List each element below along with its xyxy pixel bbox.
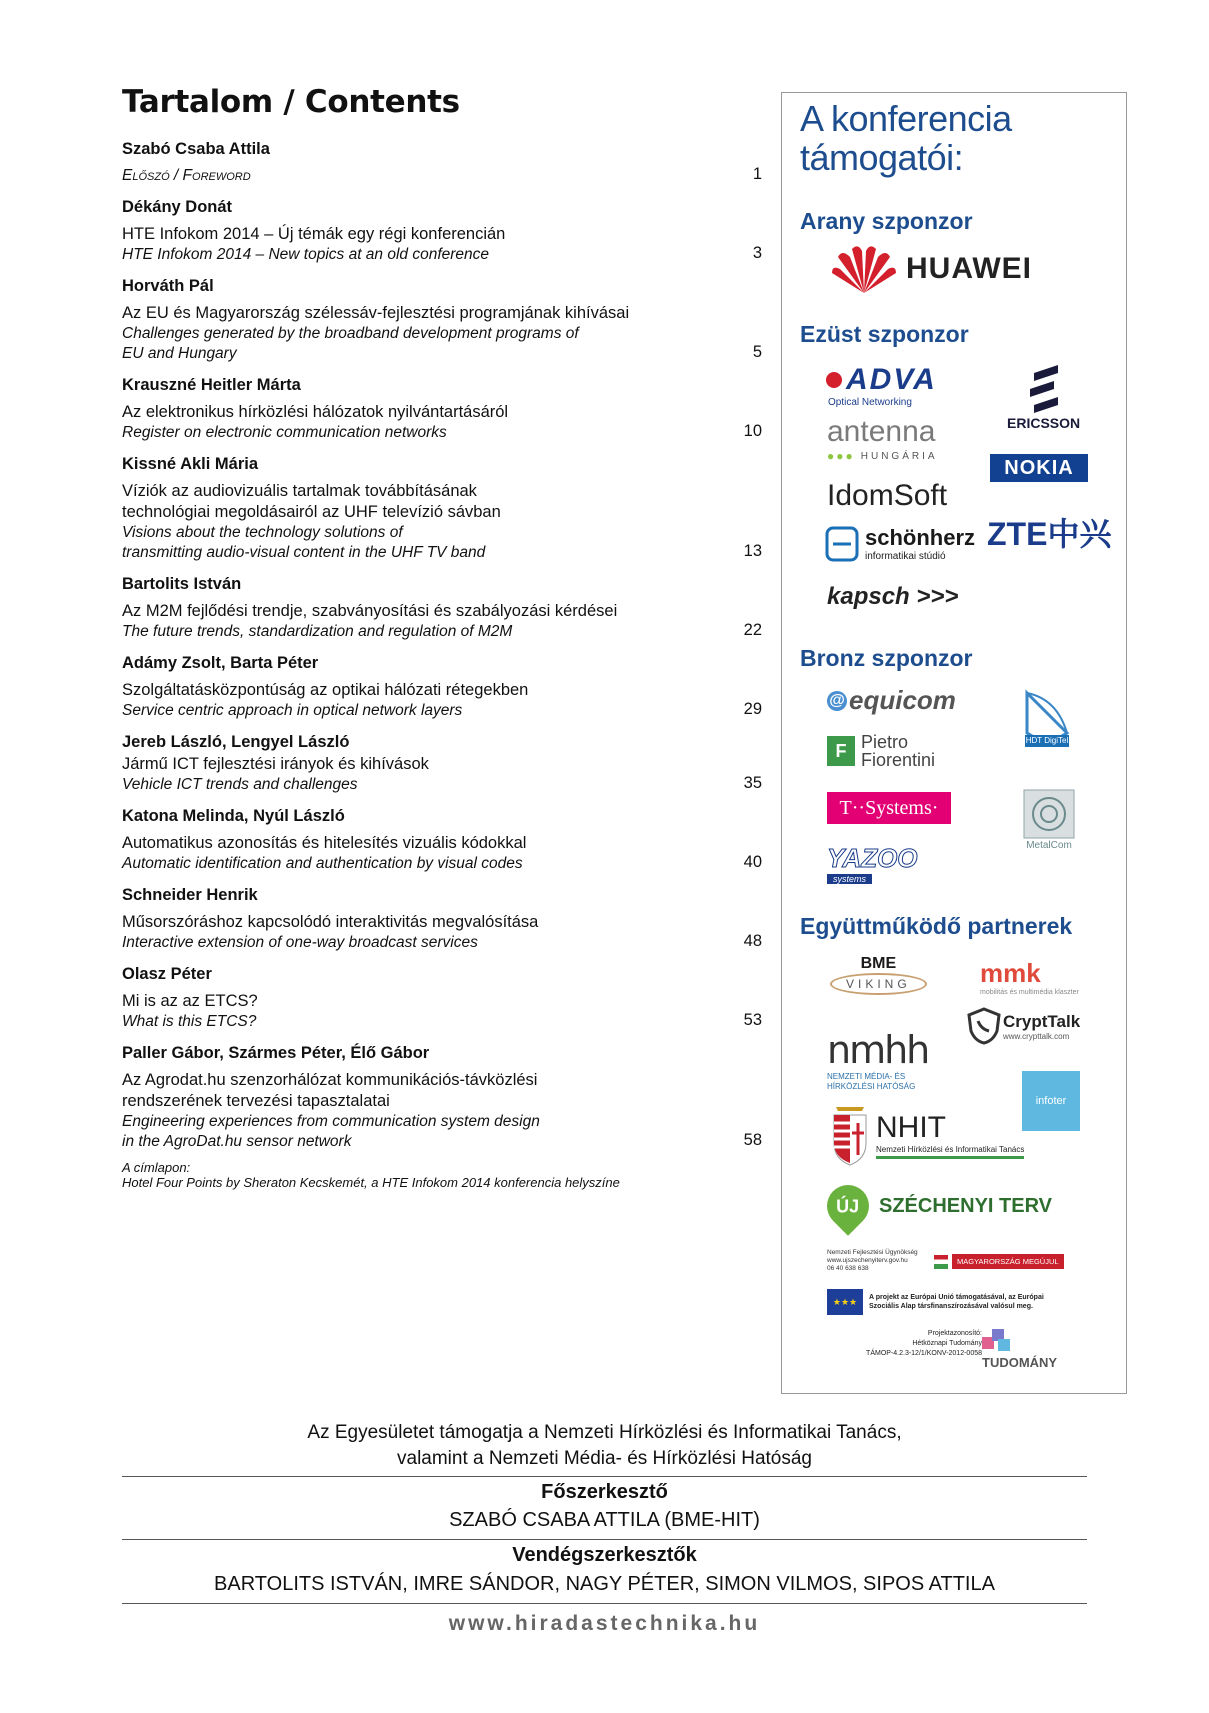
tudomany-cubes-icon [982,1329,1012,1355]
guest-editors-names: BARTOLITS ISTVÁN, IMRE SÁNDOR, NAGY PÉTER, SIMON VILMOS, SIPOS ATTILA [214,1573,995,1595]
guest-editors-label: Vendégszerkesztők [512,1544,697,1566]
pietro-fiorentini-logo[interactable] [827,733,961,769]
toc-title-en: Visions about the technology solutions of transmitting audio-visual content in the UHF TV band [122,524,486,561]
toc-title-hu: HTE Infokom 2014 – Új témák egy régi konferencián [122,225,506,243]
toc-title-hu: Víziók az audiovizuális tartalmak továbbításának technológiai megoldásairól az UHF televízió sávban [122,482,501,521]
equicom-logo[interactable] [827,685,956,716]
antenna-subtitle: HUNGÁRIA [860,450,938,462]
crypttalk-url: www.crypttalk.com [1003,1031,1070,1041]
toc-author: Paller Gábor, Szármes Péter, Élő Gábor [122,1044,430,1062]
antenna-wordmark: antenna [827,415,936,448]
project-id-label: Projektazonosító: [927,1330,982,1337]
toc-page-number: 58 [743,1131,762,1149]
magyarorszag-megujul-banner [934,1254,1064,1269]
nokia-logo[interactable] [990,454,1088,482]
toc-author: Olasz Péter [122,965,212,983]
toc-entry[interactable] [122,807,762,874]
eu-block [827,1289,1069,1315]
magyarorszag-wordmark: MAGYARORSZÁG MEGÚJUL [952,1254,1064,1269]
website-link[interactable]: www.hiradastechnika.hu [448,1612,761,1635]
yazoo-subtitle: systems [827,874,872,884]
nmhh-logo[interactable] [827,1028,928,1092]
toc-author: Szabó Csaba Attila [122,140,270,158]
schonherz-subtitle: informatikai stúdió [865,551,946,562]
toc-entry[interactable] [122,198,762,265]
t-systems-wordmark: T··Systems· [839,796,939,819]
toc-entry[interactable] [122,376,762,443]
szechenyi-terv-logo[interactable] [827,1185,1052,1227]
zte-wordmark: ZTE中兴 [987,516,1112,552]
sponsor-box [781,92,1127,1394]
gold-sponsor-heading: Arany szponzor [800,208,973,234]
toc-title-en: The future trends, standardization and regulation of M2M [122,623,513,640]
toc-author: Bartolits István [122,575,242,593]
metalcom-wordmark: MetalCom [1026,840,1072,851]
infoter-wordmark: infoter [1035,1095,1067,1107]
adva-logo[interactable] [826,363,937,408]
adva-wordmark: ADVA [846,363,937,396]
support-line-2: valamint a Nemzeti Média- és Hírközlési Hatóság [397,1448,812,1469]
hdt-logo[interactable] [1017,689,1077,745]
sponsors-title: A konferencia támogatói: [800,98,1012,178]
equicom-wordmark: equicom [849,685,956,715]
support-statement [122,1420,1087,1472]
nfu-line1: Nemzeti Fejlesztési Ügynökség [827,1249,918,1256]
antenna-dots-icon: ●●● [827,449,855,463]
toc-entry[interactable] [122,886,762,953]
nhit-wordmark: NHIT [876,1111,946,1144]
eu-flag-icon: ★★★ [827,1289,863,1315]
toc-title-en: Challenges generated by the broadband development programs of EU and Hungary [122,325,579,362]
cover-caption-label: A címlapon: [122,1160,191,1175]
toc-entry[interactable] [122,733,762,795]
toc-page-number: 10 [743,422,762,440]
hdt-wordmark: HDT DigiTel [1025,736,1069,745]
pietro-square-icon: F [827,736,855,766]
toc-entry[interactable] [122,1044,762,1152]
uj-pin-icon: ÚJ [818,1176,877,1235]
cover-caption [122,1160,762,1190]
toc-entry[interactable] [122,140,762,186]
toc-page-number: 40 [743,853,762,871]
silver-sponsor-heading: Ezüst szponzor [800,321,969,347]
toc-title-en: Automatic identification and authentication by visual codes [122,855,523,872]
toc-title-en: Register on electronic communication networks [122,424,447,441]
infoter-logo[interactable] [1022,1071,1080,1131]
toc-entry[interactable] [122,965,762,1032]
zte-logo[interactable] [987,509,1111,555]
nmhh-wordmark: nmhh [827,1028,929,1072]
schonherz-emblem-icon [825,526,859,562]
mmk-wordmark: mmk [980,958,1041,988]
nmhh-subtitle: NEMZETI MÉDIA- ÉS HÍRKÖZLÉSI HATÓSÁG [827,1072,916,1091]
toc-title-en: HTE Infokom 2014 – New topics at an old conference [122,246,490,263]
toc-title: Tartalom / Contents [122,84,460,120]
toc-author: Kissné Akli Mária [122,455,259,473]
adva-subtitle: Optical Networking [828,397,912,408]
cover-caption-text: Hotel Four Points by Sheraton Kecskemét, a HTE Infokom 2014 konferencia helyszíne [122,1175,620,1190]
toc-page-number: 29 [743,700,762,718]
hungarian-coat-of-arms-icon [830,1103,870,1167]
szechenyi-wordmark: SZÉCHENYI TERV [879,1194,1052,1217]
ericsson-wordmark: ERICSSON [1007,415,1081,431]
toc-title-hu: Az elektronikus hírközlési hálózatok nyilvántartásáról [122,403,509,421]
t-systems-logo[interactable] [827,792,951,824]
huawei-logo[interactable] [830,243,1032,295]
toc-author: Jereb László, Lengyel László [122,733,350,751]
toc-title-en: Vehicle ICT trends and challenges [122,776,358,793]
toc-author: Dékány Donát [122,198,233,216]
viking-wordmark: VIKING [830,973,927,995]
crypttalk-logo[interactable] [967,1007,1080,1045]
nokia-wordmark: NOKIA [1004,456,1074,479]
pietro-wordmark: Pietro Fiorentini [861,732,936,770]
yazoo-wordmark: YAZOO [827,843,918,873]
ericsson-logo[interactable] [1007,365,1080,431]
huawei-flower-icon [830,243,898,295]
divider [122,1476,1087,1477]
toc-title-hu: Mi is az az ETCS? [122,992,258,1010]
toc-title-hu: Műsorszóráshoz kapcsolódó interaktivitás megvalósítása [122,913,539,931]
toc-title-hu: Az EU és Magyarország szélessáv-fejlesztési programjának kihívásai [122,304,630,322]
bronze-sponsor-heading: Bronz szponzor [800,645,973,671]
toc-entry[interactable] [122,654,762,721]
tudomany-wordmark: TUDOMÁNY [982,1355,1058,1370]
eu-text: A projekt az Európai Unió támogatásával, az Európai Szociális Alap társfinanszírozásával valósul meg. [869,1294,1044,1310]
toc-author: Krauszné Heitler Márta [122,376,301,394]
kapsch-logo[interactable] [827,583,958,611]
toc-entry[interactable] [122,277,762,364]
toc-page-number: 53 [743,1011,762,1029]
metalcom-square-icon [1022,788,1076,840]
partners-heading: Együttműködő partnerek [800,913,1073,939]
idomsoft-logo[interactable] [827,479,947,513]
nfu-block [827,1249,918,1273]
schonherz-logo[interactable] [825,525,975,562]
toc-page-number: 22 [743,621,762,639]
toc-entry[interactable] [122,575,762,642]
adva-dot-icon [826,372,842,388]
project-id-block [832,1329,982,1359]
chief-editor-name: SZABÓ CSABA ATTILA (BME-HIT) [449,1509,760,1531]
bme-viking-logo[interactable] [830,955,927,995]
idomsoft-wordmark: IdomSoft [827,479,948,512]
equicom-at-icon: @ [827,691,847,711]
toc-title-en: Előszó / Foreword [122,167,251,184]
toc-page-number: 1 [752,165,762,183]
kapsch-wordmark: kapsch >>> [827,583,959,610]
schonherz-wordmark: schönherz [865,525,976,550]
crypttalk-wordmark: CryptTalk [1003,1011,1081,1031]
table-of-contents [122,84,762,1190]
toc-page-number: 48 [743,932,762,950]
crypttalk-shield-icon [967,1007,1001,1045]
ericsson-stripes-icon [1024,365,1064,415]
toc-page-number: 13 [743,542,762,560]
nhit-logo[interactable] [830,1103,1024,1167]
toc-title-hu: Szolgáltatásközpontúság az optikai hálózati rétegekben [122,681,529,699]
yazoo-logo[interactable] [827,843,918,884]
toc-title-en: Engineering experiences from communication system design in the AgroDat.hu sensor network [122,1113,540,1150]
toc-author: Adámy Zsolt, Barta Péter [122,654,319,672]
support-line-1: Az Egyesületet támogatja a Nemzeti Hírközlési és Informatikai Tanács, [307,1422,902,1443]
toc-page-number: 35 [743,774,762,792]
toc-title-hu: Jármű ICT fejlesztési irányok és kihívások [122,755,429,773]
toc-title-hu: Az M2M fejlődési trendje, szabványosítási és szabályozási kérdései [122,602,618,620]
chief-editor-label: Főszerkesztő [541,1481,668,1503]
toc-entry[interactable] [122,455,762,563]
project-code: TÁMOP-4.2.3-12/1/KONV-2012-0058 [866,1350,982,1357]
toc-title-en: What is this ETCS? [122,1013,257,1030]
tudomany-logo[interactable] [982,1329,1057,1370]
antenna-logo[interactable] [827,415,938,463]
metalcom-logo[interactable] [1022,788,1076,851]
nfu-line2: www.ujszechenyiterv.gov.hu [827,1257,908,1264]
nfu-line3: 06 40 638 638 [827,1265,869,1272]
divider [122,1539,1087,1540]
toc-author: Horváth Pál [122,277,214,295]
divider [122,1603,1087,1604]
mmk-subtitle: mobilitás és multimédia klaszter [980,989,1079,996]
mmk-logo[interactable] [980,958,1079,996]
toc-title-hu: Automatikus azonosítás és hitelesítés vizuális kódokkal [122,834,527,852]
huawei-wordmark: HUAWEI [906,252,1032,285]
toc-author: Schneider Henrik [122,886,258,904]
bme-wordmark: BME [860,955,897,972]
hungarian-flag-icon [934,1255,948,1269]
toc-author: Katona Melinda, Nyúl László [122,807,345,825]
toc-title-en: Interactive extension of one-way broadcast services [122,934,478,951]
toc-title-en: Service centric approach in optical network layers [122,702,463,719]
toc-page-number: 5 [752,343,762,361]
nhit-subtitle: Nemzeti Hírközlési és Informatikai Tanács [876,1145,1024,1159]
toc-title-hu: Az Agrodat.hu szenzorhálózat kommunikációs-távközlési rendszerének tervezési tapasztalatai [122,1071,538,1110]
project-name: Hétköznapi Tudomány [912,1340,982,1347]
toc-page-number: 3 [752,244,762,262]
